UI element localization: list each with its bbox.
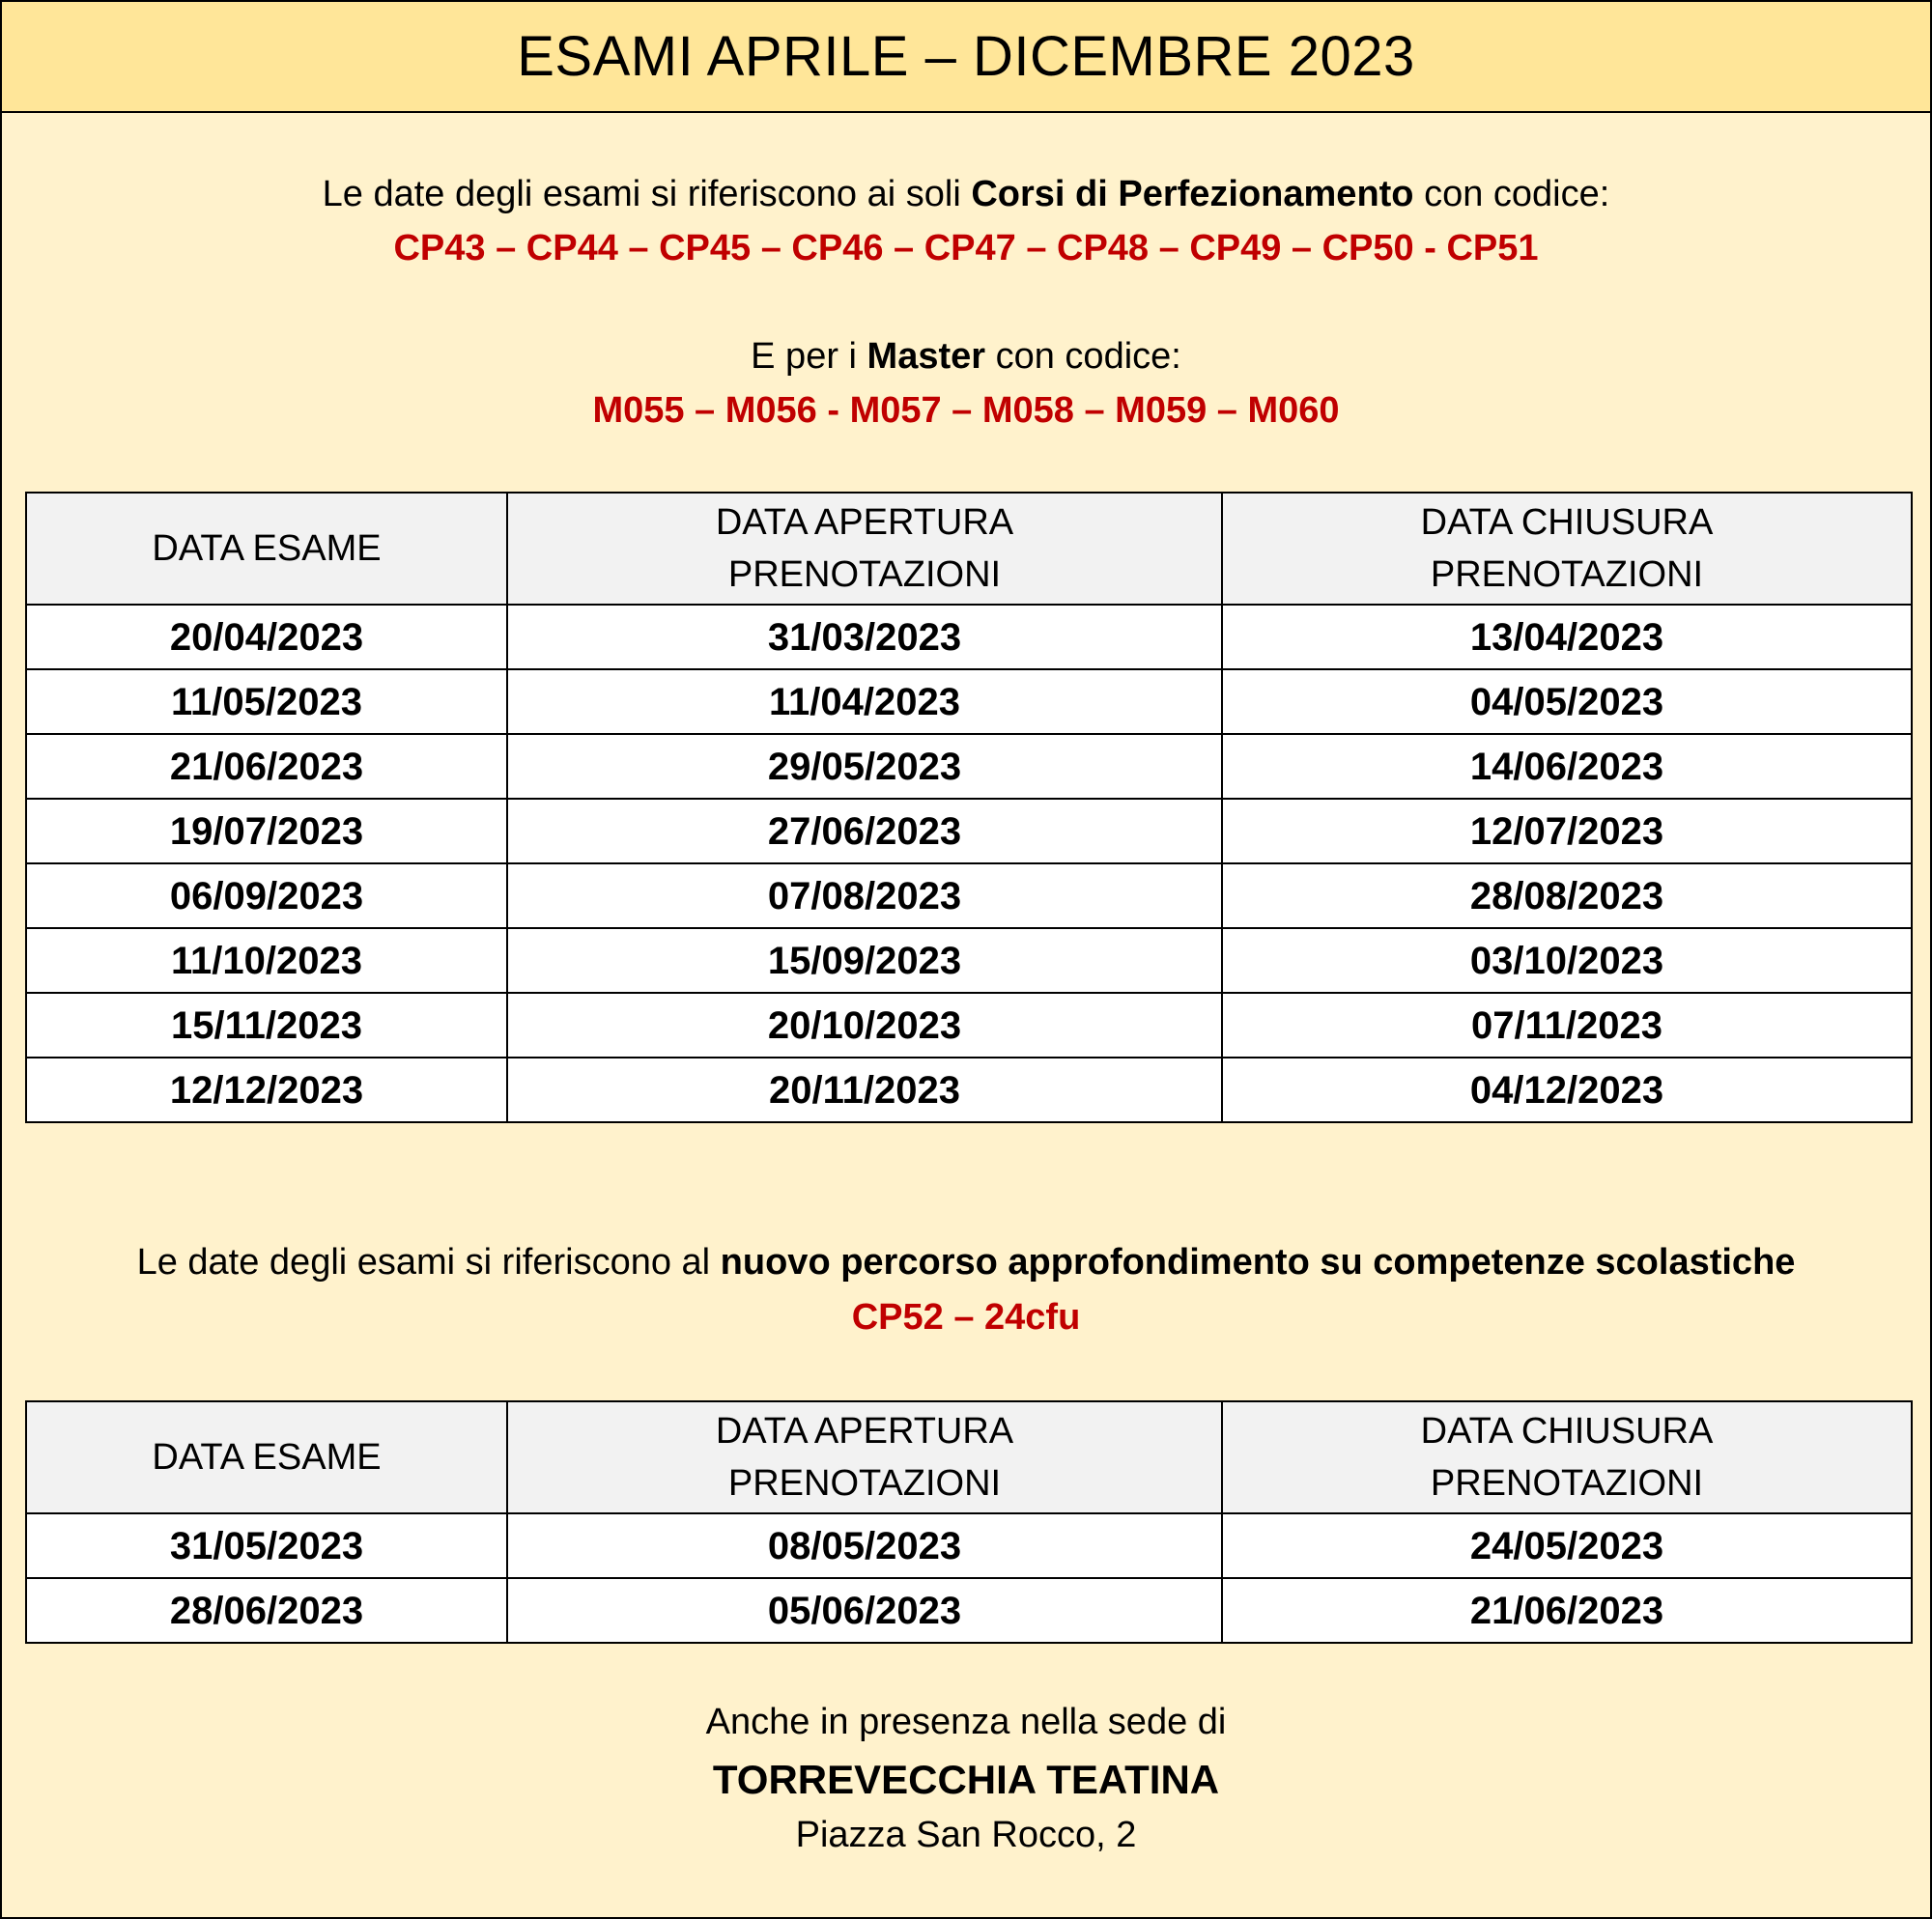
exam-date-cell: 21/06/2023 xyxy=(26,734,507,799)
header-data-apertura xyxy=(507,493,1222,605)
closing-date-cell: 13/04/2023 xyxy=(1222,605,1912,669)
opening-date-cell: 08/05/2023 xyxy=(507,1513,1222,1578)
header-label: DATA CHIUSURA xyxy=(1420,1411,1714,1452)
table-row xyxy=(26,799,1912,863)
master-intro-bold: Master xyxy=(867,336,986,377)
header-label: PRENOTAZIONI xyxy=(1430,554,1704,595)
table-row xyxy=(26,928,1912,993)
header-data-chiusura xyxy=(1222,493,1912,605)
header-data-apertura xyxy=(507,1401,1222,1513)
exam-table-2 xyxy=(25,1400,1913,1644)
opening-date-cell: 15/09/2023 xyxy=(507,928,1222,993)
header-label: DATA ESAME xyxy=(152,528,382,569)
exam-date-cell: 20/04/2023 xyxy=(26,605,507,669)
header-data-esame xyxy=(26,493,507,605)
course-codes: CP43 – CP44 – CP45 – CP46 – CP47 – CP48 – CP49 – CP50 - CP51 xyxy=(393,228,1539,268)
exam-date-cell: 11/10/2023 xyxy=(26,928,507,993)
table-row xyxy=(26,1058,1912,1122)
cp52-code: CP52 – 24cfu xyxy=(851,1297,1081,1338)
exam-table-1 xyxy=(25,492,1913,1123)
header-label: PRENOTAZIONI xyxy=(727,1463,1002,1504)
opening-date-cell: 20/11/2023 xyxy=(507,1058,1222,1122)
header-label: DATA APERTURA xyxy=(715,1411,1014,1452)
header-label: DATA CHIUSURA xyxy=(1420,502,1714,543)
section1-intro xyxy=(2,174,1930,215)
page-title: ESAMI APRILE – DICEMBRE 2023 xyxy=(2,2,1930,113)
closing-date-cell: 12/07/2023 xyxy=(1222,799,1912,863)
exam-date-cell: 12/12/2023 xyxy=(26,1058,507,1122)
table-row xyxy=(26,669,1912,734)
exam-date-cell: 28/06/2023 xyxy=(26,1578,507,1643)
header-label: DATA ESAME xyxy=(152,1437,382,1478)
closing-date-cell: 28/08/2023 xyxy=(1222,863,1912,928)
master-intro-prefix: E per i xyxy=(751,336,867,377)
table-row xyxy=(26,863,1912,928)
table-header-row xyxy=(26,1401,1912,1513)
table-row xyxy=(26,605,1912,669)
header-label: PRENOTAZIONI xyxy=(727,554,1002,595)
table-row xyxy=(26,734,1912,799)
master-intro-suffix: con codice: xyxy=(985,336,1181,377)
closing-date-cell: 04/05/2023 xyxy=(1222,669,1912,734)
section2-intro-bold: nuovo percorso approfondimento su competenze scolastiche xyxy=(720,1242,1796,1283)
exam-date-cell: 11/05/2023 xyxy=(26,669,507,734)
section2-intro-prefix: Le date degli esami si riferiscono al xyxy=(136,1242,721,1283)
opening-date-cell: 29/05/2023 xyxy=(507,734,1222,799)
master-intro xyxy=(2,336,1930,378)
opening-date-cell: 20/10/2023 xyxy=(507,993,1222,1058)
opening-date-cell: 31/03/2023 xyxy=(507,605,1222,669)
table-header-row xyxy=(26,493,1912,605)
exam-date-cell: 06/09/2023 xyxy=(26,863,507,928)
header-label: DATA APERTURA xyxy=(715,502,1014,543)
table-row xyxy=(26,1513,1912,1578)
closing-date-cell: 03/10/2023 xyxy=(1222,928,1912,993)
exam-date-cell: 19/07/2023 xyxy=(26,799,507,863)
venue-address: Piazza San Rocco, 2 xyxy=(795,1815,1137,1855)
header-data-chiusura xyxy=(1222,1401,1912,1513)
master-codes: M055 – M056 - M057 – M058 – M059 – M060 xyxy=(592,390,1340,431)
closing-date-cell: 24/05/2023 xyxy=(1222,1513,1912,1578)
header-data-esame xyxy=(26,1401,507,1513)
table-row xyxy=(26,993,1912,1058)
section1-intro-bold: Corsi di Perfezionamento xyxy=(971,174,1414,214)
section1-intro-suffix: con codice: xyxy=(1413,174,1610,214)
opening-date-cell: 05/06/2023 xyxy=(507,1578,1222,1643)
closing-date-cell: 21/06/2023 xyxy=(1222,1578,1912,1643)
exam-date-cell: 31/05/2023 xyxy=(26,1513,507,1578)
venue-intro: Anche in presenza nella sede di xyxy=(705,1702,1227,1742)
opening-date-cell: 27/06/2023 xyxy=(507,799,1222,863)
section2-intro xyxy=(2,1242,1930,1284)
table-row xyxy=(26,1578,1912,1643)
closing-date-cell: 07/11/2023 xyxy=(1222,993,1912,1058)
exam-date-cell: 15/11/2023 xyxy=(26,993,507,1058)
closing-date-cell: 14/06/2023 xyxy=(1222,734,1912,799)
header-label: PRENOTAZIONI xyxy=(1430,1463,1704,1504)
venue-name: TORREVECCHIA TEATINA xyxy=(712,1757,1220,1802)
opening-date-cell: 11/04/2023 xyxy=(507,669,1222,734)
closing-date-cell: 04/12/2023 xyxy=(1222,1058,1912,1122)
opening-date-cell: 07/08/2023 xyxy=(507,863,1222,928)
section1-intro-prefix: Le date degli esami si riferiscono ai soli xyxy=(322,174,972,214)
